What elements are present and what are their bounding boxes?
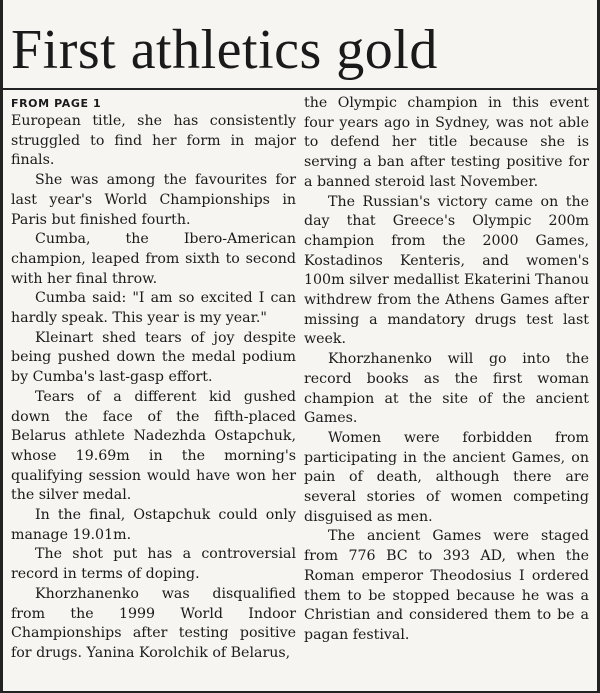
paragraph: Khorzhanenko will go into the record books as the first woman champion at the site of the ancient Games.: [304, 351, 589, 427]
paragraph: In the final, Ostapchuk could only manage 19.01m.: [11, 507, 296, 543]
paragraph: European title, she has consistently struggled to find her form in major finals.: [11, 113, 296, 169]
paragraph: She was among the favourites for last year's World Championships in Paris but finished fourth.: [11, 172, 296, 228]
paragraph: Kleinart shed tears of joy despite being pushed down the medal podium by Cumba's last-gasp effort.: [11, 329, 296, 386]
paragraph: Cumba, the Ibero-American champion, leaped from sixth to second with her final throw.: [11, 231, 296, 287]
paragraph: Tears of a different kid gushed down the face of the fifth-placed Belarus athlete Nadezhda Ostapchuk, whose 19.69m in the morning's qualifying session would have won her the silver medal.: [11, 388, 296, 504]
paragraph: The Russian's victory came on the day that Greece's Olympic 200m champion from the 2000 Games, Kostadinos Kenteris, and women's 100m silver medallist Ekaterini Thanou withdrew from the Athens Games after missing a mandatory drugs test last week.: [304, 193, 589, 348]
left-column: [11, 94, 296, 664]
paragraph: Women were forbidden from participating in the ancient Games, on pain of death, although there are several stories of women competing disguised as men.: [304, 429, 589, 525]
paragraph: The shot put has a controversial record in terms of doping.: [11, 546, 296, 583]
paragraph: the Olympic champion in this event four years ago in Sydney, was not able to defend her title because she is serving a ban after testing positive for a banned steroid last November.: [304, 95, 589, 190]
paragraph: Khorzhanenko was disqualified from the 1999 World Indoor Championships after testing positive for drugs. Yanina Korolchik of Belarus,: [11, 585, 296, 661]
paragraph: The ancient Games were staged from 776 BC to 393 AD, when the Roman emperor Theodosius I ordered them to be stopped because he was a Christian and considered them to be a pagan festival.: [304, 528, 589, 643]
continuation-kicker: FROM PAGE 1: [11, 97, 102, 110]
article-columns: [11, 90, 589, 664]
headline: First athletics gold: [11, 19, 438, 81]
right-column: [304, 94, 589, 664]
paragraph: Cumba said: "I am so excited I can hardly speak. This year is my year.": [11, 290, 296, 327]
